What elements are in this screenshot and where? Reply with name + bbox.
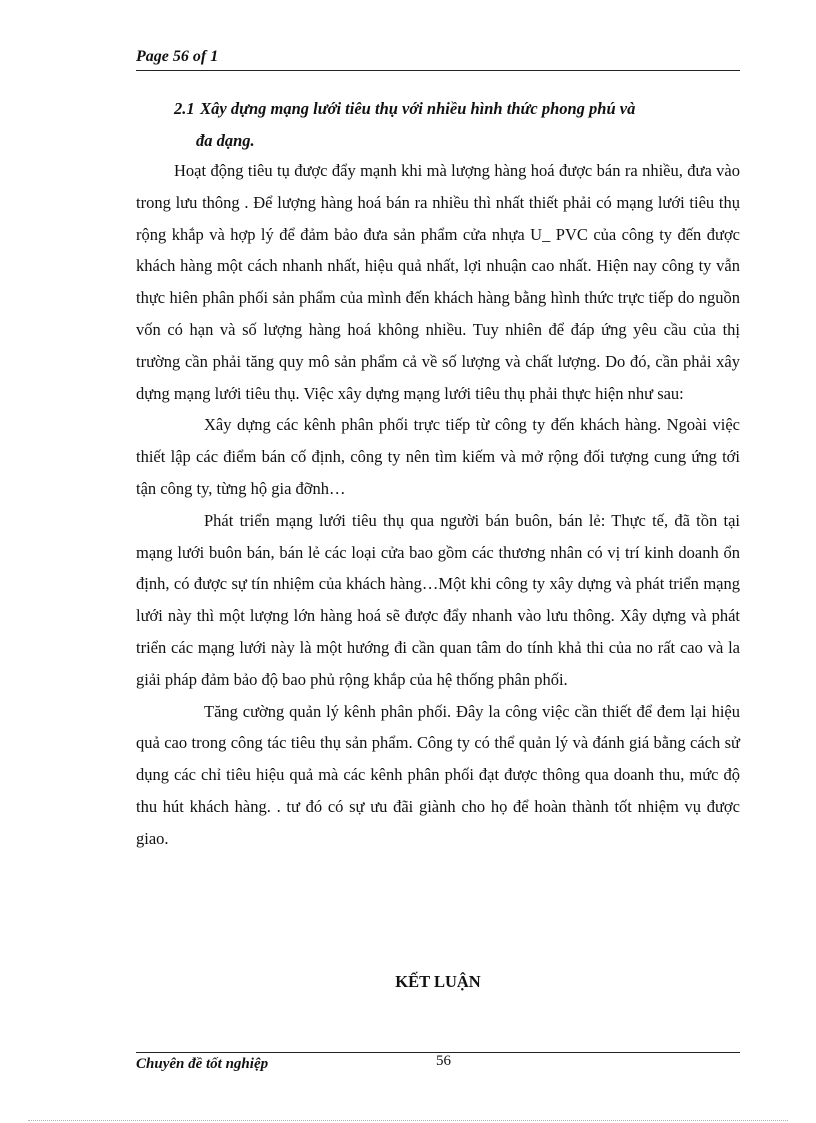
section-number: 2.1 (174, 99, 195, 118)
conclusion-heading: KẾT LUẬN (395, 972, 481, 991)
paragraph: Tăng cường quản lý kênh phân phối. Đây la công việc cần thiết để đem lại hiệu quả cao trong công tác tiêu thụ sản phẩm. Công ty có thể quản lý và đánh giá bằng cách sử dụng các chỉ tiêu hiệu quả mà các kênh phân phối đạt được thông qua doanh thu, mức độ thu hút khách hàng. . tư đó có sự ưu đãi giành cho họ để hoàn thành tốt nhiệm vụ được giao. (136, 701, 740, 848)
header-rule (136, 70, 740, 71)
section-heading (174, 93, 744, 157)
page-header-label: Page 56 of 1 (136, 48, 219, 65)
document-body (136, 155, 740, 855)
paragraph: Hoạt động tiêu tụ được đẩy mạnh khi mà lượng hàng hoá được bán ra nhiều, đưa vào trong lưu thông . Để lượng hàng hoá bán ra nhiều thì nhất thiết phải có mạng lưới tiêu thụ rộng khắp và hợp lý để đảm bảo đưa sản phẩm cửa nhựa U_ PVC của công ty đến được khách hàng một cách nhanh nhất, hiệu quả nhất, lợi nhuận cao nhất. Hiện nay công ty vẫn thực hiên phân phối sản phẩm của mình đến khách hàng bằng hình thức trực tiếp do nguồn vốn có hạn và số lượng hàng hoá không nhiều. Tuy nhiên để đáp ứng yêu cầu của thị trường cần phải tăng quy mô sản phẩm cả về số lượng và chất lượng. Do đó, cần phải xây dựng mạng lưới tiêu thụ. Việc xây dựng mạng lưới tiêu thụ phải thực hiện như sau: (136, 161, 740, 403)
section-title-line1: Xây dựng mạng lưới tiêu thụ với nhiều hình thức phong phú và (200, 99, 636, 118)
footer-label: Chuyên đề tốt nghiệp (136, 1056, 269, 1072)
paragraph: Xây dựng các kênh phân phối trực tiếp từ công ty đến khách hàng. Ngoài việc thiết lập các điểm bán cố định, công ty nên tìm kiếm và mở rộng đối tượng cung ứng tới tận công ty, từng hộ gia đỡnh… (136, 415, 740, 498)
page-edge-dotted-line (28, 1120, 788, 1121)
footer-page-number: 56 (436, 1053, 451, 1069)
section-title-line2: đa dạng. (196, 131, 255, 150)
paragraph: Phát triển mạng lưới tiêu thụ qua người bán buôn, bán lẻ: Thực tế, đã tồn tại mạng lưới buôn bán, bán lẻ các loại cửa bao gồm các thương nhân có vị trí kinh doanh ổn định, có được sự tín nhiệm của khách hàng…Một khi công ty xây dựng và phát triển mạng lưới này thì một lượng lớn hàng hoá sẽ được đẩy nhanh vào lưu thông. Xây dựng và phát triển các mạng lưới này là một hướng đi cần quan tâm do tính khả thi của no rất cao và la giải pháp đảm bảo độ bao phủ rộng khắp của hệ thống phân phối. (136, 510, 740, 689)
